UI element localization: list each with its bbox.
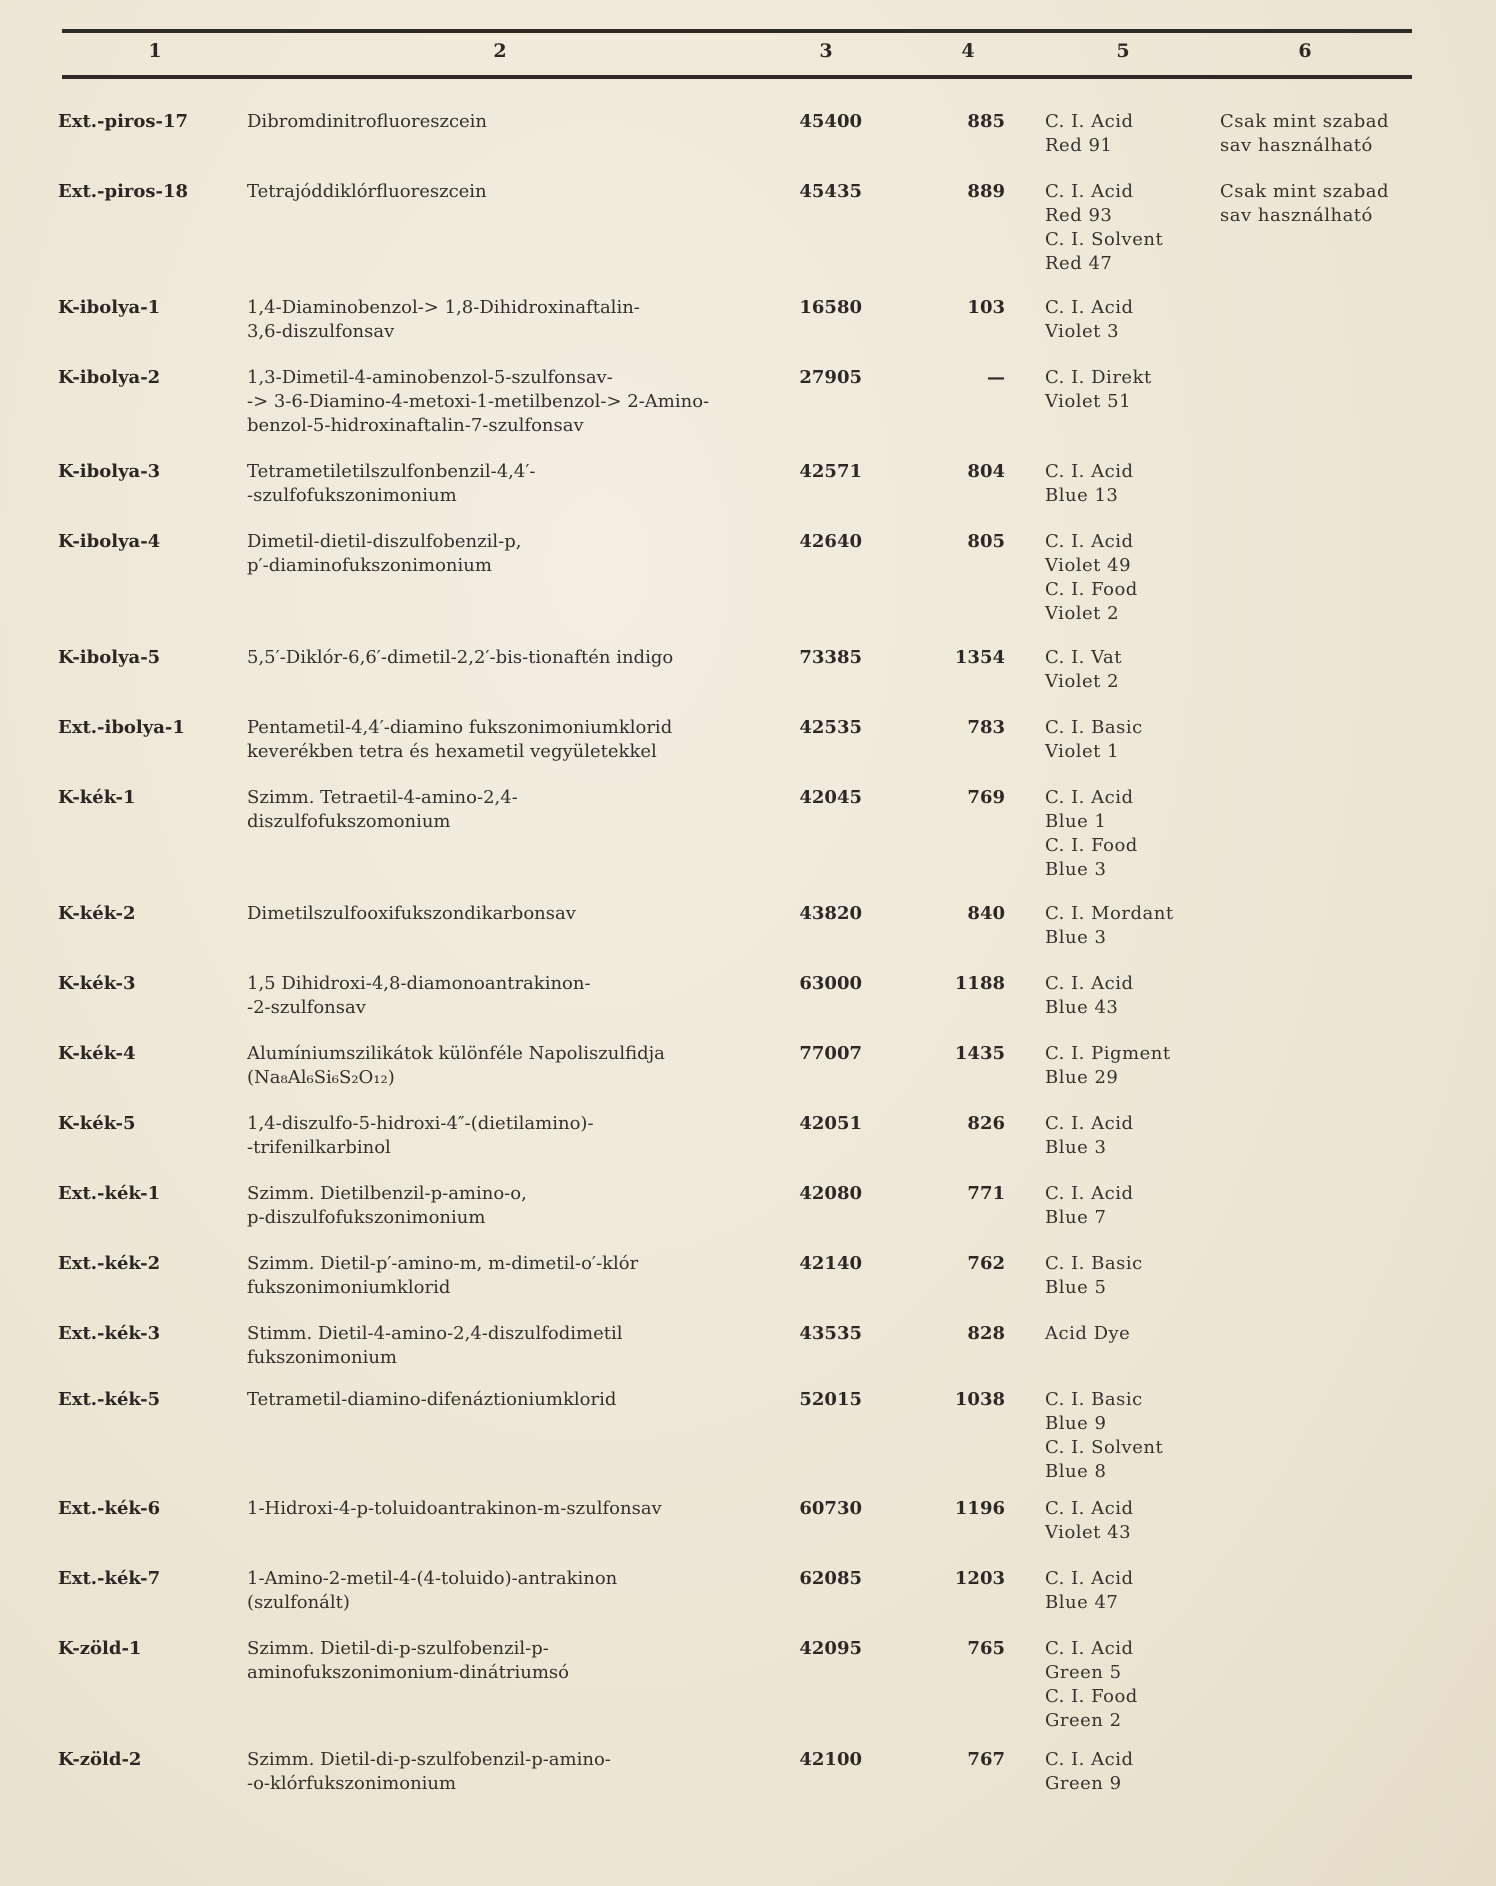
reference-number-cell: 1196 [954,1498,1005,1519]
chemical-name-cell [247,1322,792,1370]
ci-designation-cell-line: Blue 8 [1045,1461,1107,1482]
chemical-name-cell [247,1567,792,1615]
dye-code-cell: Ext.-ibolya-1 [58,717,185,738]
table-header-rule [62,75,1412,79]
note-cell-line: sav használható [1220,205,1373,226]
chemical-name-cell [247,366,792,438]
note-cell-line: Csak mint szabad [1220,181,1389,202]
chemical-name-cell [247,1637,792,1685]
dye-code-cell: K-zöld-2 [58,1749,142,1770]
ci-number-cell: 62085 [799,1568,862,1589]
ci-designation-cell-line: Blue 43 [1045,997,1119,1018]
dye-code-cell: K-kék-3 [58,973,136,994]
dye-code-cell: Ext.-piros-17 [58,111,189,132]
chemical-name-cell-line: benzol-5-hidroxinaftalin-7-szulfonsav [247,415,584,436]
reference-number-cell: 783 [967,717,1005,738]
ci-designation-cell-line: Blue 3 [1045,1137,1107,1158]
column-header-3: 3 [819,40,833,62]
ci-designation-cell [1045,1042,1220,1090]
ci-designation-cell [1045,530,1220,626]
chemical-name-cell-line: -trifenilkarbinol [247,1137,391,1158]
chemical-name-cell-line: fukszonimonium [247,1347,397,1368]
ci-number-cell: 42045 [799,787,862,808]
chemical-name-cell-line: -> 3-6-Diamino-4-metoxi-1-metilbenzol-> 2-Amino- [247,391,710,412]
chemical-name-cell [247,1748,792,1796]
chemical-name-cell-line: aminofukszonimonium-dinátriumsó [247,1662,569,1683]
ci-number-cell: 63000 [799,973,862,994]
ci-designation-cell-line: Violet 2 [1045,603,1120,624]
dye-code-cell: Ext.-kék-7 [58,1568,161,1589]
ci-designation-cell-line: Green 9 [1045,1773,1122,1794]
ci-designation-cell [1045,1637,1220,1733]
ci-number-cell: 42640 [799,531,862,552]
ci-designation-cell-line: C. I. Basic [1045,1389,1143,1410]
ci-number-cell: 42140 [799,1253,862,1274]
dye-code-cell: K-ibolya-1 [58,297,161,318]
chemical-name-cell-line: Szimm. Dietil-di-p-szulfobenzil-p- [247,1638,549,1659]
ci-designation-cell [1045,1322,1220,1346]
chemical-name-cell [247,1182,792,1230]
dye-code-cell: Ext.-kék-6 [58,1498,161,1519]
ci-designation-cell-line: C. I. Acid [1045,1568,1134,1589]
ci-designation-cell-line: Blue 7 [1045,1207,1107,1228]
dye-code-cell: K-kék-4 [58,1043,136,1064]
table-top-rule [62,29,1412,33]
column-header-1: 1 [148,40,162,62]
ci-designation-cell-line: C. I. Food [1045,579,1138,600]
reference-number-cell: 1354 [954,647,1005,668]
ci-designation-cell-line: Violet 2 [1045,671,1120,692]
dye-code-cell: K-ibolya-4 [58,531,161,552]
ci-number-cell: 42535 [799,717,862,738]
column-header-6: 6 [1298,40,1312,62]
reference-number-cell: — [987,367,1005,388]
chemical-name-cell [247,530,792,578]
chemical-name-cell-line: Szimm. Dietilbenzil-p-amino-o, [247,1183,527,1204]
chemical-name-cell-line: Tetrametiletilszulfonbenzil-4,4′- [247,461,536,482]
ci-designation-cell-line: Green 2 [1045,1710,1122,1731]
ci-designation-cell-line: C. I. Acid [1045,973,1134,994]
ci-designation-cell [1045,1252,1220,1300]
ci-designation-cell [1045,110,1220,158]
reference-number-cell: 840 [967,903,1005,924]
ci-designation-cell-line: C. I. Acid [1045,461,1134,482]
ci-number-cell: 45400 [799,111,862,132]
chemical-name-cell-line: Tetrametil-diamino-difenáztioniumklorid [247,1389,617,1410]
chemical-name-cell [247,1112,792,1160]
chemical-name-cell [247,1388,792,1412]
ci-designation-cell-line: C. I. Basic [1045,717,1143,738]
chemical-name-cell-line: (szulfonált) [247,1592,350,1613]
ci-designation-cell-line: Blue 29 [1045,1067,1119,1088]
ci-number-cell: 42051 [799,1113,862,1134]
reference-number-cell: 769 [967,787,1005,808]
chemical-name-cell [247,646,792,670]
ci-designation-cell-line: C. I. Solvent [1045,1437,1164,1458]
column-header-5: 5 [1116,40,1130,62]
reference-number-cell: 103 [967,297,1005,318]
ci-designation-cell-line: Red 47 [1045,253,1113,274]
ci-number-cell: 43820 [799,903,862,924]
ci-designation-cell-line: C. I. Acid [1045,297,1134,318]
ci-number-cell: 16580 [799,297,862,318]
chemical-name-cell-line: 1,5 Dihidroxi-4,8-diamonoantrakinon- [247,973,591,994]
chemical-name-cell-line: Dimetil-dietil-diszulfobenzil-p, [247,531,522,552]
chemical-name-cell-line: 1-Amino-2-metil-4-(4-toluido)-antrakinon [247,1568,618,1589]
ci-designation-cell-line: Blue 3 [1045,859,1107,880]
dye-code-cell: Ext.-kék-2 [58,1253,161,1274]
chemical-name-cell-line: -2-szulfonsav [247,997,366,1018]
ci-designation-cell-line: C. I. Direkt [1045,367,1152,388]
reference-number-cell: 805 [967,531,1005,552]
chemical-name-cell-line: -o-klórfukszonimonium [247,1773,457,1794]
ci-number-cell: 77007 [799,1043,862,1064]
ci-designation-cell-line: C. I. Pigment [1045,1043,1171,1064]
ci-designation-cell-line: Green 5 [1045,1662,1122,1683]
ci-designation-cell-line: Violet 49 [1045,555,1132,576]
ci-designation-cell [1045,296,1220,344]
reference-number-cell: 1203 [954,1568,1005,1589]
dye-code-cell: K-ibolya-2 [58,367,161,388]
dye-code-cell: Ext.-kék-3 [58,1323,161,1344]
ci-number-cell: 42571 [799,461,862,482]
reference-number-cell: 762 [967,1253,1005,1274]
dye-code-cell: K-ibolya-5 [58,647,161,668]
ci-designation-cell [1045,366,1220,414]
reference-number-cell: 885 [967,111,1005,132]
ci-number-cell: 60730 [799,1498,862,1519]
chemical-name-cell-line: Stimm. Dietil-4-amino-2,4-diszulfodimetil [247,1323,623,1344]
note-cell-line: sav használható [1220,135,1373,156]
ci-designation-cell-line: Violet 1 [1045,741,1120,762]
ci-designation-cell-line: C. I. Acid [1045,181,1134,202]
chemical-name-cell-line: Dibromdinitrofluoreszcein [247,111,488,132]
ci-designation-cell-line: Violet 51 [1045,391,1132,412]
chemical-name-cell-line: Szimm. Dietil-p′-amino-m, m-dimetil-o′-klór [247,1253,639,1274]
note-cell [1220,180,1420,228]
reference-number-cell: 1435 [954,1043,1005,1064]
chemical-name-cell-line: fukszonimoniumklorid [247,1277,451,1298]
reference-number-cell: 1038 [954,1389,1005,1410]
ci-designation-cell-line: C. I. Vat [1045,647,1122,668]
ci-designation-cell-line: C. I. Acid [1045,787,1134,808]
chemical-name-cell-line: diszulfofukszomonium [247,811,451,832]
chemical-name-cell-line: keverékben tetra és hexametil vegyületekkel [247,741,657,762]
chemical-name-cell-line: Tetrajóddiklórfluoreszcein [247,181,487,202]
dye-code-cell: K-kék-5 [58,1113,136,1134]
ci-designation-cell-line: Red 91 [1045,135,1113,156]
ci-designation-cell [1045,1497,1220,1545]
dye-code-cell: Ext.-piros-18 [58,181,189,202]
column-header-4: 4 [961,40,975,62]
chemical-name-cell [247,296,792,344]
ci-designation-cell-line: C. I. Acid [1045,1638,1134,1659]
ci-number-cell: 52015 [799,1389,862,1410]
chemical-name-cell [247,460,792,508]
reference-number-cell: 765 [967,1638,1005,1659]
ci-designation-cell-line: C. I. Acid [1045,1498,1134,1519]
chemical-name-cell-line: 1-Hidroxi-4-p-toluidoantrakinon-m-szulfonsav [247,1498,662,1519]
ci-designation-cell-line: C. I. Food [1045,835,1138,856]
chemical-name-cell-line: p′-diaminofukszonimonium [247,555,492,576]
chemical-name-cell-line: Szimm. Tetraetil-4-amino-2,4- [247,787,518,808]
ci-designation-cell-line: C. I. Acid [1045,111,1134,132]
chemical-name-cell-line: 1,4-Diaminobenzol-> 1,8-Dihidroxinaftalin- [247,297,640,318]
ci-number-cell: 27905 [799,367,862,388]
ci-designation-cell-line: C. I. Acid [1045,1749,1134,1770]
ci-designation-cell-line: Blue 1 [1045,811,1107,832]
reference-number-cell: 804 [967,461,1005,482]
chemical-name-cell [247,1042,792,1090]
chemical-name-cell-line: 1,3-Dimetil-4-aminobenzol-5-szulfonsav- [247,367,613,388]
dye-code-cell: K-kék-1 [58,787,136,808]
dye-code-cell: K-kék-2 [58,903,136,924]
reference-number-cell: 826 [967,1113,1005,1134]
ci-designation-cell-line: C. I. Basic [1045,1253,1143,1274]
ci-designation-cell-line: Blue 3 [1045,927,1107,948]
ci-designation-cell-line: C. I. Solvent [1045,229,1164,250]
ci-designation-cell-line: C. I. Acid [1045,1113,1134,1134]
ci-designation-cell [1045,972,1220,1020]
ci-designation-cell [1045,180,1220,276]
chemical-name-cell-line: p-diszulfofukszonimonium [247,1207,486,1228]
dye-code-cell: Ext.-kék-1 [58,1183,161,1204]
chemical-name-cell [247,716,792,764]
chemical-name-cell [247,902,792,926]
ci-number-cell: 42095 [799,1638,862,1659]
reference-number-cell: 828 [967,1323,1005,1344]
dye-code-cell: Ext.-kék-5 [58,1389,161,1410]
ci-designation-cell [1045,460,1220,508]
ci-designation-cell-line: C. I. Acid [1045,1183,1134,1204]
ci-designation-cell-line: C. I. Mordant [1045,903,1174,924]
ci-designation-cell-line: Blue 47 [1045,1592,1119,1613]
ci-number-cell: 43535 [799,1323,862,1344]
ci-designation-cell [1045,1182,1220,1230]
ci-designation-cell-line: Violet 43 [1045,1522,1132,1543]
ci-designation-cell-line: Blue 5 [1045,1277,1107,1298]
dye-code-cell: K-ibolya-3 [58,461,161,482]
ci-designation-cell [1045,1567,1220,1615]
chemical-name-cell-line: Pentametil-4,4′-diamino fukszonimoniumklorid [247,717,673,738]
ci-designation-cell-line: Violet 3 [1045,321,1120,342]
note-cell-line: Csak mint szabad [1220,111,1389,132]
chemical-name-cell [247,972,792,1020]
ci-designation-cell [1045,902,1220,950]
chemical-name-cell-line: Dimetilszulfooxifukszondikarbonsav [247,903,576,924]
chemical-name-cell [247,180,792,204]
ci-designation-cell [1045,1112,1220,1160]
ci-designation-cell-line: Blue 9 [1045,1413,1107,1434]
chemical-name-cell [247,1497,792,1521]
ci-number-cell: 42100 [799,1749,862,1770]
ci-designation-cell [1045,716,1220,764]
ci-designation-cell-line: Red 93 [1045,205,1113,226]
reference-number-cell: 767 [967,1749,1005,1770]
reference-number-cell: 889 [967,181,1005,202]
dye-code-cell: K-zöld-1 [58,1638,142,1659]
chemical-name-cell-line: Szimm. Dietil-di-p-szulfobenzil-p-amino- [247,1749,611,1770]
chemical-name-cell-line: 3,6-diszulfonsav [247,321,395,342]
chemical-name-cell [247,786,792,834]
ci-designation-cell [1045,1388,1220,1484]
ci-designation-cell [1045,786,1220,882]
ci-designation-cell-line: C. I. Food [1045,1686,1138,1707]
reference-number-cell: 771 [967,1183,1005,1204]
ci-designation-cell-line: C. I. Acid [1045,531,1134,552]
reference-number-cell: 1188 [954,973,1005,994]
chemical-name-cell-line: -szulfofukszonimonium [247,485,457,506]
chemical-name-cell-line: 5,5′-Diklór-6,6′-dimetil-2,2′-bis-tionaftén indigo [247,647,674,668]
ci-number-cell: 42080 [799,1183,862,1204]
ci-number-cell: 73385 [799,647,862,668]
chemical-name-cell-line: 1,4-diszulfo-5-hidroxi-4″-(dietilamino)- [247,1113,594,1134]
note-cell [1220,110,1420,158]
ci-designation-cell [1045,646,1220,694]
chemical-name-cell-line: (Na₈Al₆Si₆S₂O₁₂) [247,1067,395,1088]
chemical-name-cell [247,110,792,134]
ci-designation-cell [1045,1748,1220,1796]
ci-designation-cell-line: Acid Dye [1045,1323,1131,1344]
ci-designation-cell-line: Blue 13 [1045,485,1119,506]
ci-number-cell: 45435 [799,181,862,202]
chemical-name-cell-line: Alumíniumszilikátok különféle Napoliszulfidja [247,1043,665,1064]
chemical-name-cell [247,1252,792,1300]
column-header-2: 2 [493,40,507,62]
